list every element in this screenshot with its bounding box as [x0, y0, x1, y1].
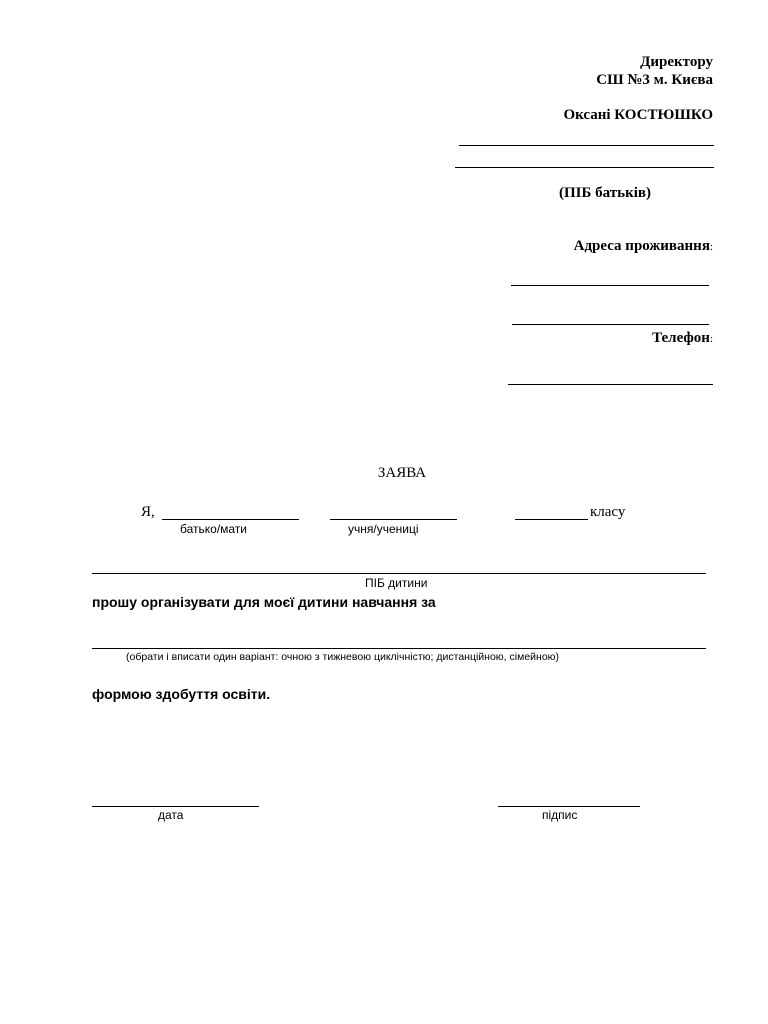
form-text: формою здобуття освіти. — [92, 686, 271, 702]
options-hint: (обрати і вписати один варіант: очною з тижневою циклічністю; дистанційною, сімейною) — [126, 651, 560, 663]
parent-role-line[interactable] — [162, 519, 299, 520]
phone-label — [652, 330, 713, 347]
recipient-title: Директору — [640, 54, 713, 70]
address-line-2[interactable] — [512, 324, 709, 325]
class-line[interactable] — [515, 519, 588, 520]
recipient-name: Оксані КОСТЮШКО — [563, 107, 713, 123]
address-label-text: Адреса проживання — [573, 238, 710, 254]
signature-label: підпис — [542, 808, 578, 822]
address-label-colon: : — [709, 241, 713, 253]
label-student: учня/учениці — [348, 522, 419, 536]
signature-line[interactable] — [498, 806, 640, 807]
recipient-school: СШ №3 м. Києва — [596, 72, 713, 88]
phone-label-colon: : — [709, 333, 713, 345]
child-name-line[interactable] — [92, 573, 706, 574]
parent-name-line-2[interactable] — [455, 167, 714, 168]
phone-line[interactable] — [508, 384, 713, 385]
request-text: прошу організувати для моєї дитини навчання за — [92, 594, 436, 610]
document-title: ЗАЯВА — [377, 465, 427, 481]
i-prefix: Я, — [141, 504, 155, 520]
label-parent: батько/мати — [180, 522, 248, 536]
student-role-line[interactable] — [330, 519, 457, 520]
parent-name-line-1[interactable] — [459, 145, 714, 146]
class-suffix: класу — [590, 504, 626, 520]
study-form-line[interactable] — [92, 648, 706, 649]
parents-label: (ПІБ батьків) — [559, 185, 651, 201]
address-line-1[interactable] — [511, 285, 709, 286]
phone-label-text: Телефон — [652, 330, 710, 346]
date-label: дата — [158, 808, 184, 822]
date-line[interactable] — [92, 806, 259, 807]
label-child-name: ПІБ дитини — [365, 576, 428, 590]
address-label — [574, 238, 713, 255]
